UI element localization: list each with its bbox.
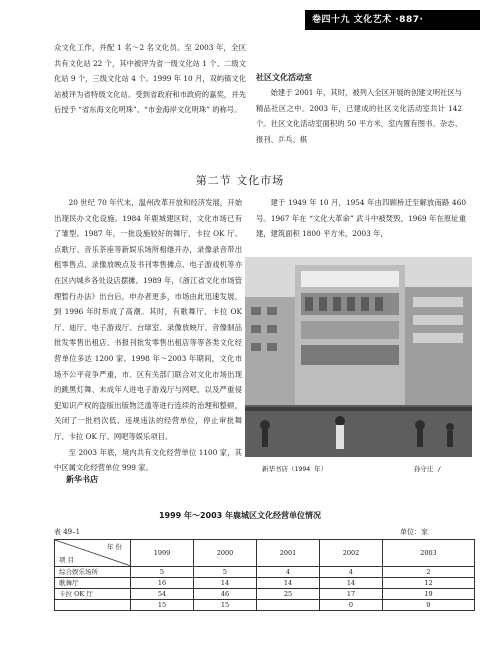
table-cell: 16 — [131, 578, 194, 589]
header-text: 卷四十九 文化艺术 ·887· — [312, 15, 424, 25]
photo-credit: 孙守庄 / — [414, 465, 442, 473]
subhead-xinhua-bookstore: 新华书店 — [66, 475, 98, 484]
table-unit: 单位：家 — [400, 528, 428, 536]
subhead-community-room: 社区文化活动室 — [256, 73, 312, 82]
community-paragraph — [256, 85, 462, 147]
year-header: 1999 — [131, 540, 194, 567]
table-title: 1999 年～2003 年鹿城区文化经营单位情况 — [158, 511, 322, 520]
table-cell: 5 — [131, 567, 194, 578]
table-row — [55, 589, 475, 600]
year-header: 2000 — [194, 540, 257, 567]
section-title: 第二节 文化市场 — [195, 174, 285, 187]
table-row — [55, 600, 475, 611]
row-label: 歌舞厅 — [55, 578, 131, 589]
header-item: 项 目 — [59, 556, 75, 564]
body-right — [256, 195, 466, 242]
table-cell: 19 — [383, 589, 475, 600]
table-cell: 5 — [194, 567, 257, 578]
paragraph: 建于 1949 年 10 月，1954 年由四顾桥迁至解放南路 460 号。1967 年在 “文化大革命” 武斗中被焚毁，1969 年在原址重建，建筑面积 1800 平方米，2003 年， — [256, 198, 466, 239]
community-section — [256, 72, 462, 147]
table-cell: 17 — [320, 589, 383, 600]
table-cell: 46 — [194, 589, 257, 600]
table-cell: 15 — [194, 600, 257, 611]
table-cell: 54 — [131, 589, 194, 600]
table-cell: 14 — [320, 578, 383, 589]
table-cell: 4 — [320, 567, 383, 578]
top-left-paragraph — [54, 40, 246, 118]
table-cell: 25 — [257, 589, 320, 600]
table-cell: 14 — [194, 578, 257, 589]
photo-caption: 新华书店（1994 年） — [262, 465, 328, 473]
paragraph: 始建于 2001 年，其时，被列入全区开展的创建文明社区与精品社区之中。2003 年，已建成的社区文化活动室共计 142 个。社区文化活动室面积的 50 平方米，室内置有图书、杂志、报刊、乒乓、棋 — [256, 88, 462, 144]
year-header: 2001 — [257, 540, 320, 567]
table-cell: 14 — [257, 578, 320, 589]
table-cell: 4 — [257, 567, 320, 578]
table-cell: 0 — [320, 600, 383, 611]
header-year: 年 份 — [106, 543, 122, 551]
row-label: 卡拉 OK 厅 — [55, 589, 131, 600]
units-table-wrap — [54, 539, 475, 611]
table-cell: 2 — [383, 567, 475, 578]
bookstore-photo — [245, 257, 472, 457]
table-cell: 0 — [383, 600, 475, 611]
paragraph: 20 世纪 70 年代末，温州改革开放和经济发展，开始出现民办文化设施。1984 年鹿城建区时，文化市场已有了雏型。1987 年，一批设施较好的舞厅、卡拉 OK 厅、点歌厅、音乐茶座等新娱乐场所相继开办，录像录音带出租零售点、录像放映点及书刊零售摊点、电子游戏机等亦在区内城乡各处设店摆摊。1989 年，《浙江省文化市场管理暂行办法》出台后，申办者更多，市场由此迅速发展，到 1996 年时形成了高潮。其时，有歌舞厅、卡拉 OK 厅、迪厅、电子游戏厅、台球室、录像放映厅、音像制品批发零售出租店、书报刊批发零售出租店等等各类文化经营单位多达 1200 家。1998 年～2003 年期间，文化市场不公平竞争严重，市、区有关部门联合对文化市场出现的跳黑灯舞、未成年人进电子游戏厅与网吧，以及严重侵犯知识产权的盗版出版物泛滥等进行连续的治理和整顿，关闭了一批档次低、违规违法的经营单位，停止审批舞厅、卡拉 OK 厅、网吧等娱乐项目。 — [54, 198, 242, 441]
table-row — [55, 567, 475, 578]
table-cell: 12 — [383, 578, 475, 589]
body-left — [54, 195, 242, 476]
year-header: 2003 — [383, 540, 475, 567]
page-header — [0, 0, 480, 34]
row-label: 综合娱乐场所 — [55, 567, 131, 578]
table-number: 表 49–1 — [54, 528, 81, 536]
year-header: 2002 — [320, 540, 383, 567]
paragraph: 众文化工作，并配 1 名～2 名文化员。至 2003 年，全区共有文化站 22 个，其中被评为省一级文化站 1 个、二级文化站 9 个，三级文化站 4 个。1999 年 10 月，双屿镇文化站被评为省特级文化站。受到省政府和市政府的嘉奖，并先后授予 “省东海文化明珠”、“市金海岸文化明珠” 的称号。 — [54, 43, 247, 115]
table-cell — [257, 600, 320, 611]
table-row — [55, 578, 475, 589]
table-header-row — [55, 540, 475, 567]
units-table — [54, 539, 475, 611]
header-diagonal-cell — [55, 540, 131, 567]
table-cell: 15 — [131, 600, 194, 611]
row-label — [55, 600, 131, 611]
paragraph: 至 2003 年底，境内共有文化经营单位 1100 家，其中区属文化经营单位 999 家。 — [54, 447, 242, 473]
